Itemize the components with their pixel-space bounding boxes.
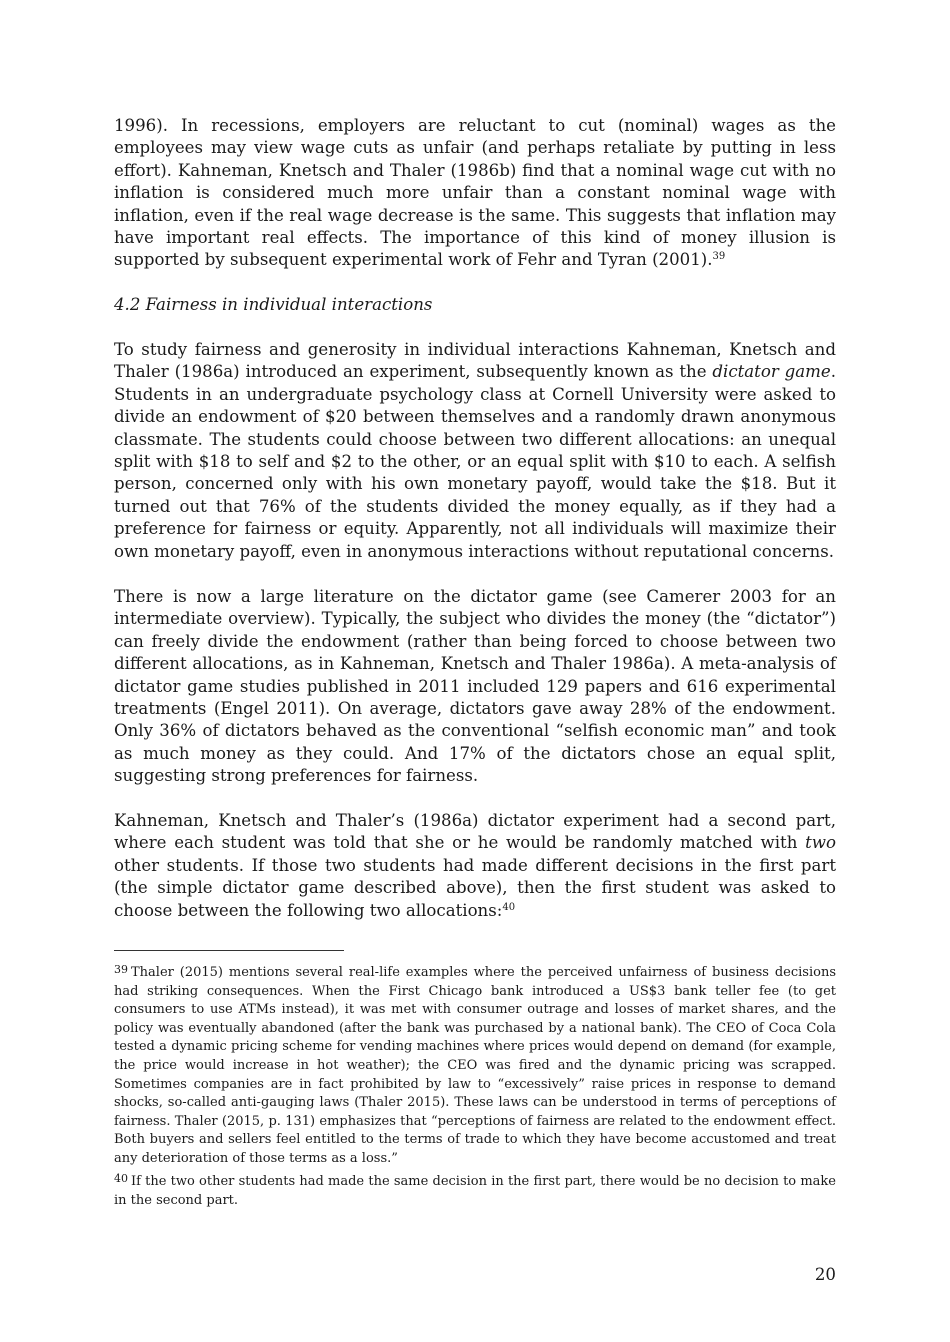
paragraph-dictator-game	[114, 339, 836, 563]
footnote-text: If the two other students had made the same decision in the first part, there would be no decision to make in the second part.	[114, 1174, 836, 1208]
footnote-text: Thaler (2015) mentions several real-life examples where the perceived unfairness of business decisions had striking consequences. When the First Chicago bank introduced a US$3 bank teller fee (to get consumers to use ATMs instead), it was met with consumer outrage and losses of market shares, and the policy was eventually abandoned (after the bank was purchased by a national bank). The CEO of Coca Cola tested a dynamic pricing scheme for vending machines where prices would depend on demand (for example, the price would increase in hot weather); the CEO was fired and the dynamic pricing was scrapped. Sometimes companies are in fact prohibited by law to “excessively” raise prices in response to demand shocks, so-called anti-gauging laws (Thaler 2015). These laws can be understood in terms of perceptions of fairness. Thaler (2015, p. 131) emphasizes that “perceptions of fairness are related to the endowment effect. Both buyers and sellers feel entitled to the terms of trade to which they have become accustomed and treat any deterioration of those terms as a loss.”	[114, 965, 836, 1166]
paragraph-text: To study fairness and generosity in individual interactions Kahneman, Knetsch and Thaler (1986a) introduced an experiment, subsequently known as the	[114, 340, 836, 382]
paragraph-text: There is now a large literature on the dictator game (see Camerer 2003 for an intermediate overview). Typically, the subject who divides the money (the “dictator”) can freely divide the endowment (rather than being forced to choose between two different allocations, as in Kahneman, Knetsch and Thaler 1986a). A meta-analysis of dictator game studies published in 2011 included 129 papers and 616 experimental treatments (Engel 2011). On average, dictators gave away 28% of the endowment. Only 36% of dictators behaved as the conventional “selfish economic man” and took as much money as they could. And 17% of the dictators chose an equal split, suggesting strong preferences for fairness.	[114, 587, 836, 786]
page-number: 20	[814, 1265, 836, 1284]
section-heading: 4.2 Fairness in individual interactions	[114, 295, 433, 314]
italic-term: two	[805, 833, 836, 853]
paragraph-text: Kahneman, Knetsch and Thaler’s (1986a) dictator experiment had a second part, where each student was told that she or he would be randomly matched with	[114, 811, 836, 853]
paragraph-text: 1996). In recessions, employers are reluctant to cut (nominal) wages as the employees may view wage cuts as unfair (and perhaps retaliate by putting in less effort). Kahneman, Knetsch and Thaler (1986b) find that a nominal wage cut with no inflation is considered much more unfair than a constant nominal wage with inflation, even if the real wage decrease is the same. This suggests that inflation may have important real effects. The importance of this kind of money illusion is supported by subsequent experimental work of Fehr and Tyran (2001).	[114, 116, 836, 270]
paragraph-wage-cuts	[114, 115, 836, 272]
footnote-number: 40	[114, 1172, 128, 1185]
paragraph-literature	[114, 586, 836, 788]
footnote-39	[114, 961, 836, 1169]
footnote-ref-39[interactable]: 39	[712, 251, 726, 263]
paragraph-second-part	[114, 810, 836, 922]
italic-term: dictator game	[712, 362, 831, 382]
footnote-number: 39	[114, 963, 128, 976]
footnote-40	[114, 1170, 836, 1210]
footnote-ref-40[interactable]: 40	[502, 901, 516, 913]
paragraph-text: other students. If those two students had made different decisions in the first part (the simple dictator game described above), then the first student was asked to choose between the following two allocations:	[114, 855, 836, 920]
footnote-divider	[114, 950, 344, 951]
paragraph-text: . Students in an undergraduate psychology class at Cornell University were asked to divide an endowment of $20 between themselves and a randomly drawn anonymous classmate. The students could choose between two different allocations: an unequal split with $18 to self and $2 to the other, or an equal split with $10 to each. A selfish person, concerned only with his own monetary payoff, would take the $18. But it turned out that 76% of the students divided the money equally, as if they had a preference for fairness or equity. Apparently, not all individuals will maximize their own monetary payoff, even in anonymous interactions without reputational concerns.	[114, 362, 836, 561]
